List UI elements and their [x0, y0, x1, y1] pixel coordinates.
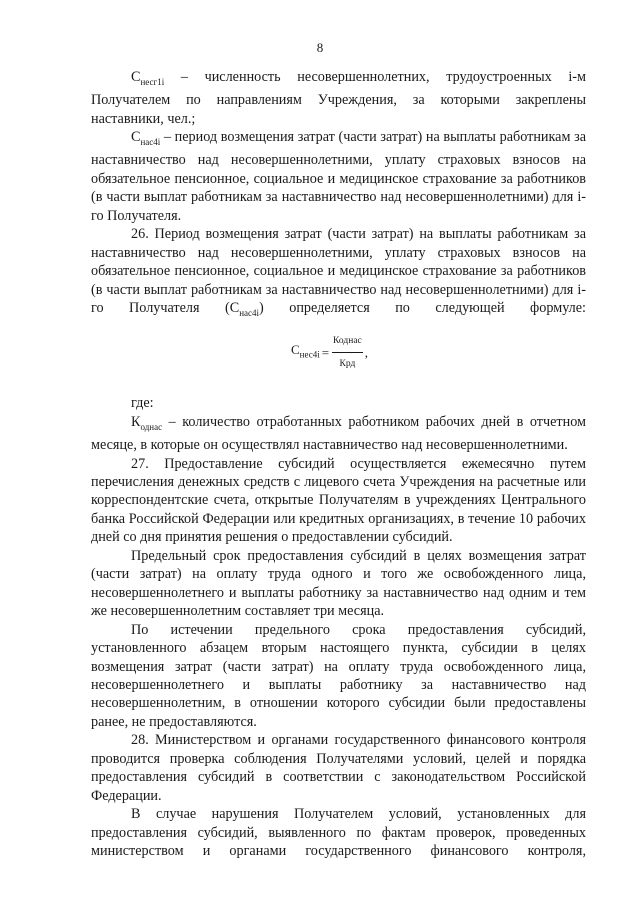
definition-paragraph: $С_{несг1i}$ – численность несовершеннолетних, трудоустроенных i-м Получателем по направлениям Учреждения, за которыми закреплены наставники, чел.;	[91, 69, 586, 127]
clause-27-paragraph: 27. Предоставление субсидий осуществляется ежемесячно путем перечисления денежных средств с лицевого счета Учреждения на расчетные или корреспондентские счета, открытые Получателям в учреждениях Центрального банка Российской Федерации или кредитных организациях, в течение 10 рабочих дней со дня принятия решения о предоставлении субсидий.	[91, 455, 586, 546]
formula-numerator: Коднас	[332, 332, 363, 352]
formula-lhs: $С_{нес4i}$	[291, 342, 320, 360]
formula-denominator: Крд	[339, 358, 356, 369]
formula-equals: =	[321, 344, 330, 360]
clause-26-paragraph: 26. Период возмещения затрат (части затрат) на выплаты работникам за наставничество над несовершеннолетними, уплату страховых взносов на обязательное пенсионное, социальное и медицинское страхование за работников (в части выплат работникам за наставничество над несовершеннолетними) для i-го Получателя $(С_{нас4i})$ определяется по следующей формуле:	[91, 226, 586, 318]
formula-trail: ,	[364, 344, 368, 360]
expiry-paragraph: По истечении предельного срока предоставления субсидий, установленного абзацем вторым настоящего пункта, субсидии в целях возмещения затрат (части затрат) на оплату труда освобожденного лица, несовершеннолетнего и выплаты работнику за наставничество над несовершеннолетним, в отношении которого субсидии были предоставлены ранее, не предоставляются.	[91, 621, 586, 730]
formula-block	[91, 322, 586, 394]
definition-paragraph: $К_{однас}$ – количество отработанных работником рабочих дней в отчетном месяце, в которые он осуществлял наставничество над несовершеннолетними.	[91, 413, 586, 454]
clause-28-paragraph: 28. Министерством и органами государственного финансового контроля проводится проверка соблюдения Получателями условий, целей и порядка предоставления субсидий в соответствии с законодательством Российской Федерации.	[91, 732, 586, 804]
violation-paragraph: В случае нарушения Получателем условий, установленных для предоставления субсидий, выявленного по фактам проверок, проведенных министерством и органами государственного финансового контроля,	[91, 806, 586, 860]
formula	[291, 332, 368, 373]
deadline-paragraph: Предельный срок предоставления субсидий в целях возмещения затрат (части затрат) на оплату труда одного и того же освобожденного лица, несовершеннолетнего и выплаты работнику за наставничество над одним и тем же несовершеннолетним составляет три месяца.	[91, 547, 586, 620]
definition-paragraph: $С_{нас4i}$ – период возмещения затрат (части затрат) на выплаты работникам за наставничество над несовершеннолетними, уплату страховых взносов на обязательное пенсионное, социальное и медицинское страхование за работников (в части выплат работникам за наставничество над несовершеннолетними) для i-го Получателя.	[91, 129, 586, 224]
document-body	[91, 68, 586, 861]
where-label: где:	[131, 395, 154, 412]
page-number: 8	[316, 40, 324, 55]
formula-fraction	[332, 332, 363, 373]
